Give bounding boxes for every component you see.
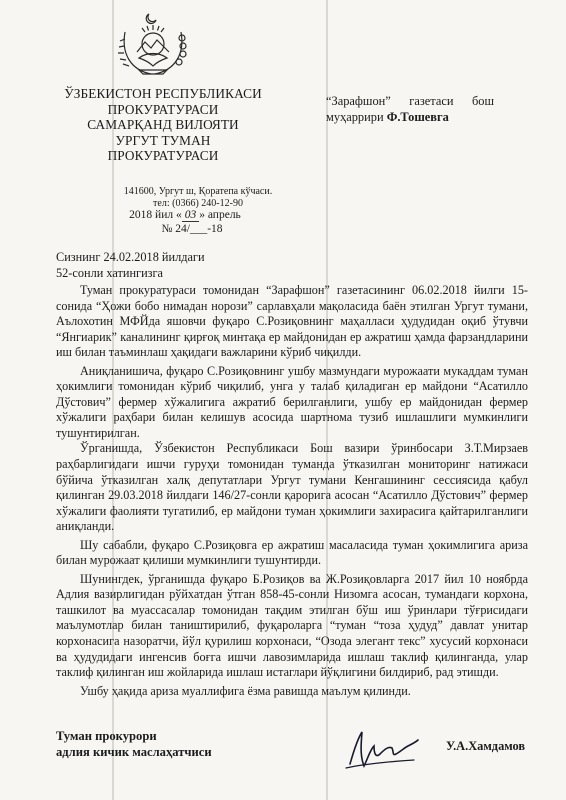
reference-block [56,250,205,281]
recipient-block [326,93,494,125]
handwritten-signature [344,724,422,772]
letter-date [100,209,270,222]
date-month: » апрель [199,209,241,221]
state-emblem-icon [113,8,193,78]
org-line: САМАРҚАНД ВИЛОЯТИ [87,117,239,133]
recipient-gazetasi: газетаси [409,94,454,108]
signatory-name: У.А.Хамдамов [446,739,526,753]
recipient-newspaper: “Зарафшон” [326,94,391,108]
signatory-title-line: адлия кичик маслаҳатчиси [56,745,212,759]
organization-header [48,86,278,164]
letter-body [56,283,528,699]
recipient-name: Ф.Тошевга [386,110,449,124]
address-block [118,186,278,209]
body-paragraph: Аниқланишича, фуқаро С.Розиқовнинг ушбу мазмундаги мурожаати мукаддам туман ҳокимлиги томонидан кўриб чиқилиб, унга у талаб қиладиган ер майдони “Асатилло Дўстович” фермер хўжалигига ажратиб берилганлиги, ушбу ер майдонидан фермер хўжалиги раҳбари билан келишув асосида шартнома тузиб ишлашлиги мумкинлиги тушунтирилган. [56,363,528,440]
body-paragraph: Ўрганишда, Ўзбекистон Республикаси Бош вазири ўринбосари З.Т.Мирзаев раҳбарлигидаги ишчи гуруҳи томонидан туманда ўтказилган мониторинг натижаси бўйича ўтказилган халқ депутатлари Ургут тумани Кенгашининг сессиясида қабул қилинган 29.03.2018 йилдаги 146/27-сонли қарорига асосан “Асатилло Дўстович” фермер хўжалиги фаолияти тугатилиб, ер майдони туман ҳокимлиги захирасига қайтарилганлиги аниқланди. [56,441,528,534]
org-line: ЎЗБЕКИСТОН РЕСПУБЛИКАСИ [64,86,262,101]
address: 141600, Ургут ш, Қоратепа кўчаси. [123,186,273,197]
date-day: 03 [182,209,200,222]
recipient-title: муҳаррири [326,110,387,124]
body-paragraph: Шунингдек, ўрганишда фуқаро Б.Розиқов ва Ж.Розиқовларга 2017 йил 10 ноябрда Адлия вазирлигидан рўйхатдан ўтган 858-45-сонли Низомга асосан, тумандаги корхона, ташкилот ва муассасалар томонидан тақдим этилган бўш иш ўринлари тўғрисидаги маълумотлар билан таништирилиб, фуқароларга “туман “тоза ҳудуд” давлат унитар корхонасига назоратчи, йўл қурилиш корхонаси, “Озода элегант текс” хусусий корхонаси ва ҳудудидаги ингенсив боғга ишчи лавозимларида ишлаш таклиф қилинганда, улар таклиф қилинган иш жойларида ишлаш истаглари йўқлигини билдириб, рад этишди. [56,571,528,680]
reference-line: 52-сонли хатингизга [56,265,164,280]
recipient-bosh: бош [471,94,494,108]
letter-number: № 24/___-18 [161,223,223,235]
org-line: ПРОКУРАТУРАСИ [107,148,219,164]
body-paragraph: Шу сабабли, фуқаро С.Розиқовга ер ажратиш масаласида туман ҳокимлигига ариза билан мурожаат қилиши мумкинлиги тушунтирди. [56,537,528,568]
body-paragraph: Ушбу ҳақида ариза муаллифига ёзма равишда маълум қилинди. [80,683,411,698]
date-year: 2018 йил « [129,209,182,221]
signatory-title-line: Туман прокурори [56,729,157,743]
body-paragraph: Туман прокуратураси томонидан “Зарафшон” газетасининг 06.02.2018 йилги 15-сонида “Ҳожи бобо нимадан норози” сарлавҳали мақоласида баён этилган Ургут тумани, Аълохотин МФЙда яшовчи фуқаро С.Розиқовнинг маҳалласи ҳудудидан оқиб ўтувчи “Янгиарик” каналининг қирғоқ минтақа ер майдонидан ер ажратиш ҳамда фарзандларини иш билан таъминлаш ҳақидаги важларини кўриб чиқилди. [56,283,528,360]
reference-line: Сизнинг 24.02.2018 йилдаги [56,250,205,264]
org-line: ПРОКУРАТУРАСИ [107,101,219,117]
signatory-title [56,728,212,760]
org-line: УРГУТ ТУМАН [115,132,211,148]
phone: тел: (0366) 240-12-90 [153,197,243,209]
